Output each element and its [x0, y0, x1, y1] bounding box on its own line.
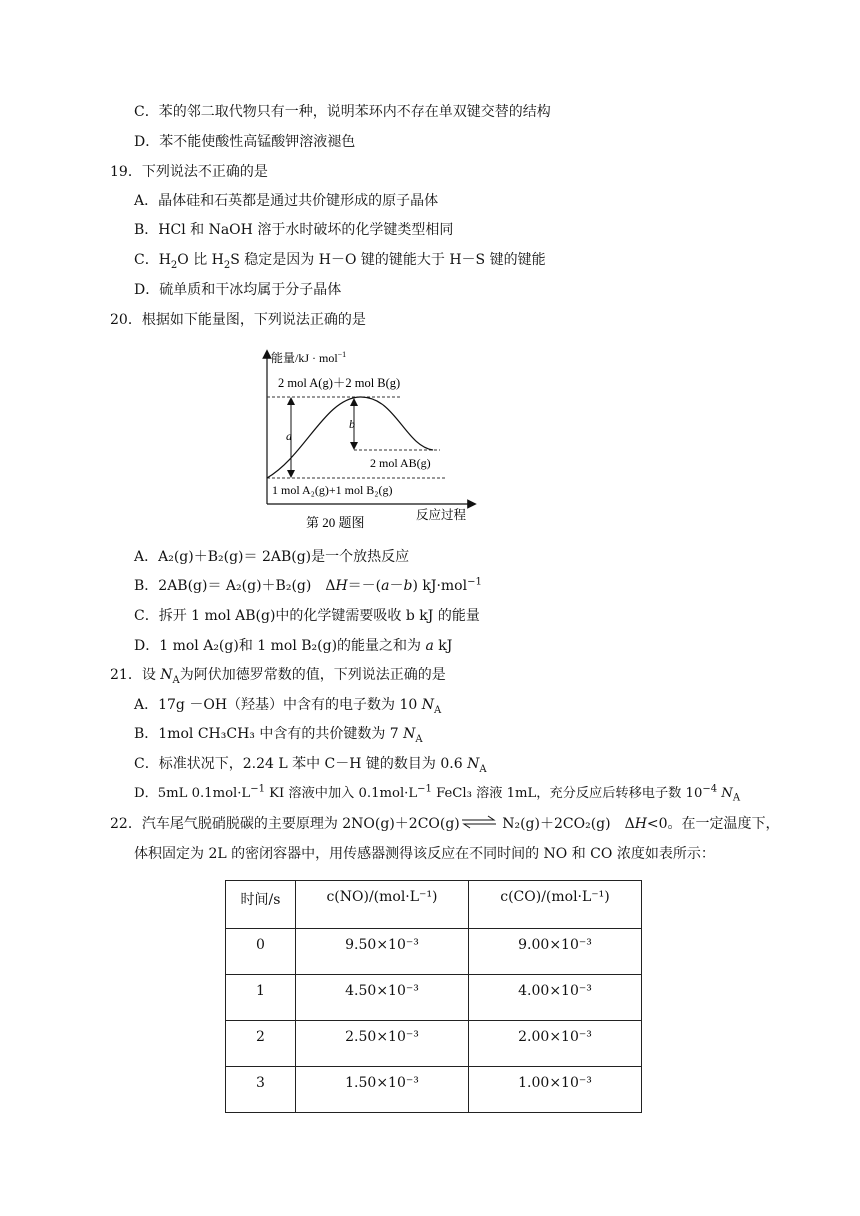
- figure-caption: 第 20 题图: [306, 515, 365, 530]
- table-cell: 2.00×10⁻³: [469, 1021, 642, 1067]
- table-cell: 0: [226, 929, 296, 975]
- table-row: [226, 1021, 642, 1067]
- q20-option-d: D．1 mol A₂(g)和 1 mol B₂(g)的能量之和为 a kJ: [134, 638, 453, 654]
- q21-option-b: B．1mol CH₃CH₃ 中含有的共价键数为 7 $N_A$: [134, 726, 423, 745]
- q19-option-b: B．HCl 和 NaOH 溶于水时破坏的化学键类型相同: [134, 222, 454, 238]
- label-a: a: [286, 429, 292, 443]
- level-bottom-label: 1 mol A₂(g)+1 mol B₂(g): [272, 483, 393, 497]
- q20-option-a: A．A₂(g)＋B₂(g)＝ 2AB(g)是一个放热反应: [134, 549, 410, 565]
- table-cell: 9.50×10⁻³: [296, 929, 469, 975]
- table-row: [226, 975, 642, 1021]
- table-cell: 4.00×10⁻³: [469, 975, 642, 1021]
- y-axis-label: 能量/kJ · mol$^{-1}$: [271, 350, 347, 365]
- q21-stem: 21．设 $N_A$为阿伏加德罗常数的值，下列说法正确的是: [110, 667, 446, 686]
- table-header-co: c(CO)/(mol·L⁻¹): [469, 881, 642, 929]
- level-top-label: 2 mol A(g)＋2 mol B(g): [278, 376, 401, 390]
- label-b: b: [349, 417, 355, 431]
- q20-stem: 20．根据如下能量图，下列说法正确的是: [110, 312, 366, 328]
- table-cell: 3: [226, 1067, 296, 1113]
- q22-stem-line2: 体积固定为 2L 的密闭容器中，用传感器测得该反应在不同时间的 NO 和 CO 浓度如表所示：: [134, 846, 715, 862]
- q18-option-c: C．苯的邻二取代物只有一种，说明苯环内不存在单双键交替的结构: [134, 104, 551, 120]
- table-cell: 1: [226, 975, 296, 1021]
- equilibrium-arrow-icon: [460, 815, 498, 829]
- q19-option-d: D．硫单质和干冰均属于分子晶体: [134, 282, 342, 298]
- q19-option-c: C．$H_2O$ 比 $H_2S$ 稳定是因为 H－O 键的键能大于 H－S 键的键能: [134, 252, 546, 271]
- table-cell: 2.50×10⁻³: [296, 1021, 469, 1067]
- q21-option-a: A．17g －OH（羟基）中含有的电子数为 10 $N_A$: [134, 697, 442, 716]
- table-row: [226, 929, 642, 975]
- table-row: [226, 1067, 642, 1113]
- table-header-time: 时间/s: [226, 881, 296, 929]
- q19-option-a: A．晶体硅和石英都是通过共价键形成的原子晶体: [134, 193, 439, 209]
- table-header-no: c(NO)/(mol·L⁻¹): [296, 881, 469, 929]
- q21-option-d: D．5mL $0.1mol\cdot L^{-1}$ KI 溶液中加入 $0.1mol\cdot L^{-1}$ FeCl₃ 溶液 1mL，充分反应后转移电子数 $10^{-4}$ $N_A$: [134, 783, 741, 804]
- energy-diagram: [250, 346, 480, 536]
- q22-stem-line1: 22．汽车尾气脱硝脱碳的主要原理为 2NO(g)＋2CO(g) N₂(g)＋2CO₂(g) ΔH<0。在一定温度下，: [110, 816, 780, 832]
- table-cell: 1.00×10⁻³: [469, 1067, 642, 1113]
- x-axis-label: 反应过程: [416, 508, 467, 522]
- concentration-table: [225, 880, 642, 1113]
- table-cell: 2: [226, 1021, 296, 1067]
- q19-stem: 19．下列说法不正确的是: [110, 164, 268, 180]
- q20-option-b: B．2AB(g)＝ A₂(g)＋B₂(g) ΔH＝－(a－b) kJ·mol$^{-1}$: [134, 576, 482, 594]
- q21-option-c: C．标准状况下，2.24 L 苯中 C－H 键的数目为 0.6 $N_A$: [134, 756, 487, 775]
- q18-option-d: D．苯不能使酸性高锰酸钾溶液褪色: [134, 134, 356, 150]
- table-cell: 1.50×10⁻³: [296, 1067, 469, 1113]
- level-mid-label: 2 mol AB(g): [370, 456, 431, 470]
- table-cell: 9.00×10⁻³: [469, 929, 642, 975]
- q20-option-c: C．拆开 1 mol AB(g)中的化学键需要吸收 b kJ 的能量: [134, 608, 480, 624]
- table-cell: 4.50×10⁻³: [296, 975, 469, 1021]
- table-header-row: [226, 881, 642, 929]
